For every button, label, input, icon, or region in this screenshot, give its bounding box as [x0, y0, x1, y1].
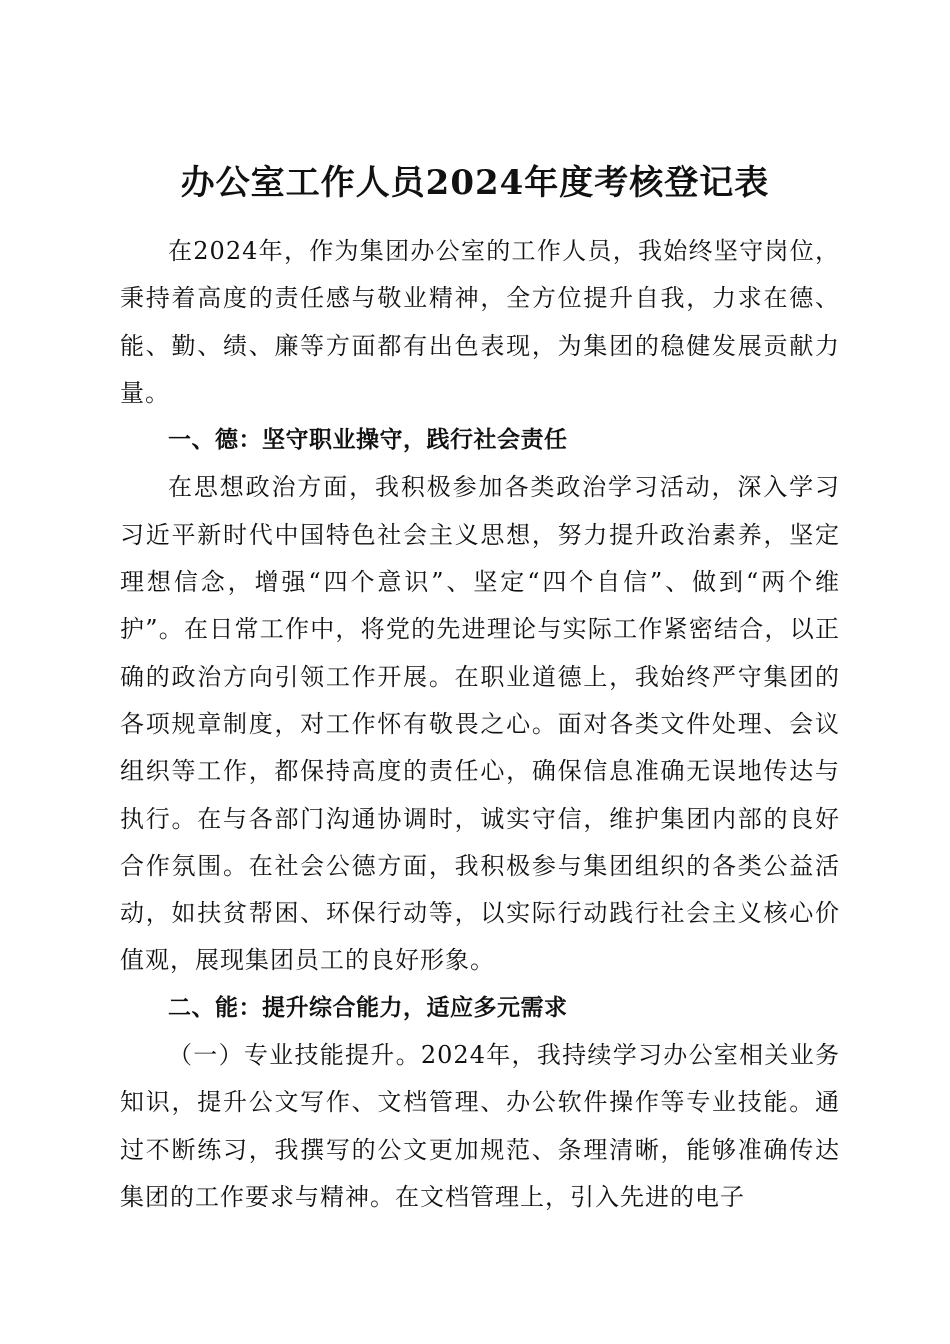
- section-2-paragraph: （一）专业技能提升。2024年，我持续学习办公室相关业务知识，提升公文写作、文档管理、办公软件操作等专业技能。通过不断练习，我撰写的公文更加规范、条理清晰，能够准确传达集团的工作要求与精神。在文档管理上，引入先进的电子: [120, 1041, 840, 1211]
- document-title: 办公室工作人员2024年度考核登记表: [180, 162, 770, 203]
- section-1-paragraph: 在思想政治方面，我积极参加各类政治学习活动，深入学习习近平新时代中国特色社会主义思想，努力提升政治素养，坚定理想信念，增强“四个意识”、坚定“四个自信”、做到“两个维护”。在日常工作中，将党的先进理论与实际工作紧密结合，以正确的政治方向引领工作开展。在职业道德上，我始终严守集团的各项规章制度，对工作怀有敬畏之心。面对各类文件处理、会议组织等工作，都保持高度的责任心，确保信息准确无误地传达与执行。在与各部门沟通协调时，诚实守信，维护集团内部的良好合作氛围。在社会公德方面，我积极参与集团组织的各类公益活动，如扶贫帮困、环保行动等，以实际行动践行社会主义核心价值观，展现集团员工的良好形象。: [120, 473, 840, 975]
- document-body: [120, 228, 840, 1221]
- intro-paragraph: 在2024年，作为集团办公室的工作人员，我始终坚守岗位，秉持着高度的责任感与敬业精神，全方位提升自我，力求在德、能、勤、绩、廉等方面都有出色表现，为集团的稳健发展贡献力量。: [120, 237, 840, 407]
- section-2-heading: 二、能：提升综合能力，适应多元需求: [168, 994, 568, 1021]
- section-1-heading: 一、德：坚守职业操守，践行社会责任: [168, 427, 568, 454]
